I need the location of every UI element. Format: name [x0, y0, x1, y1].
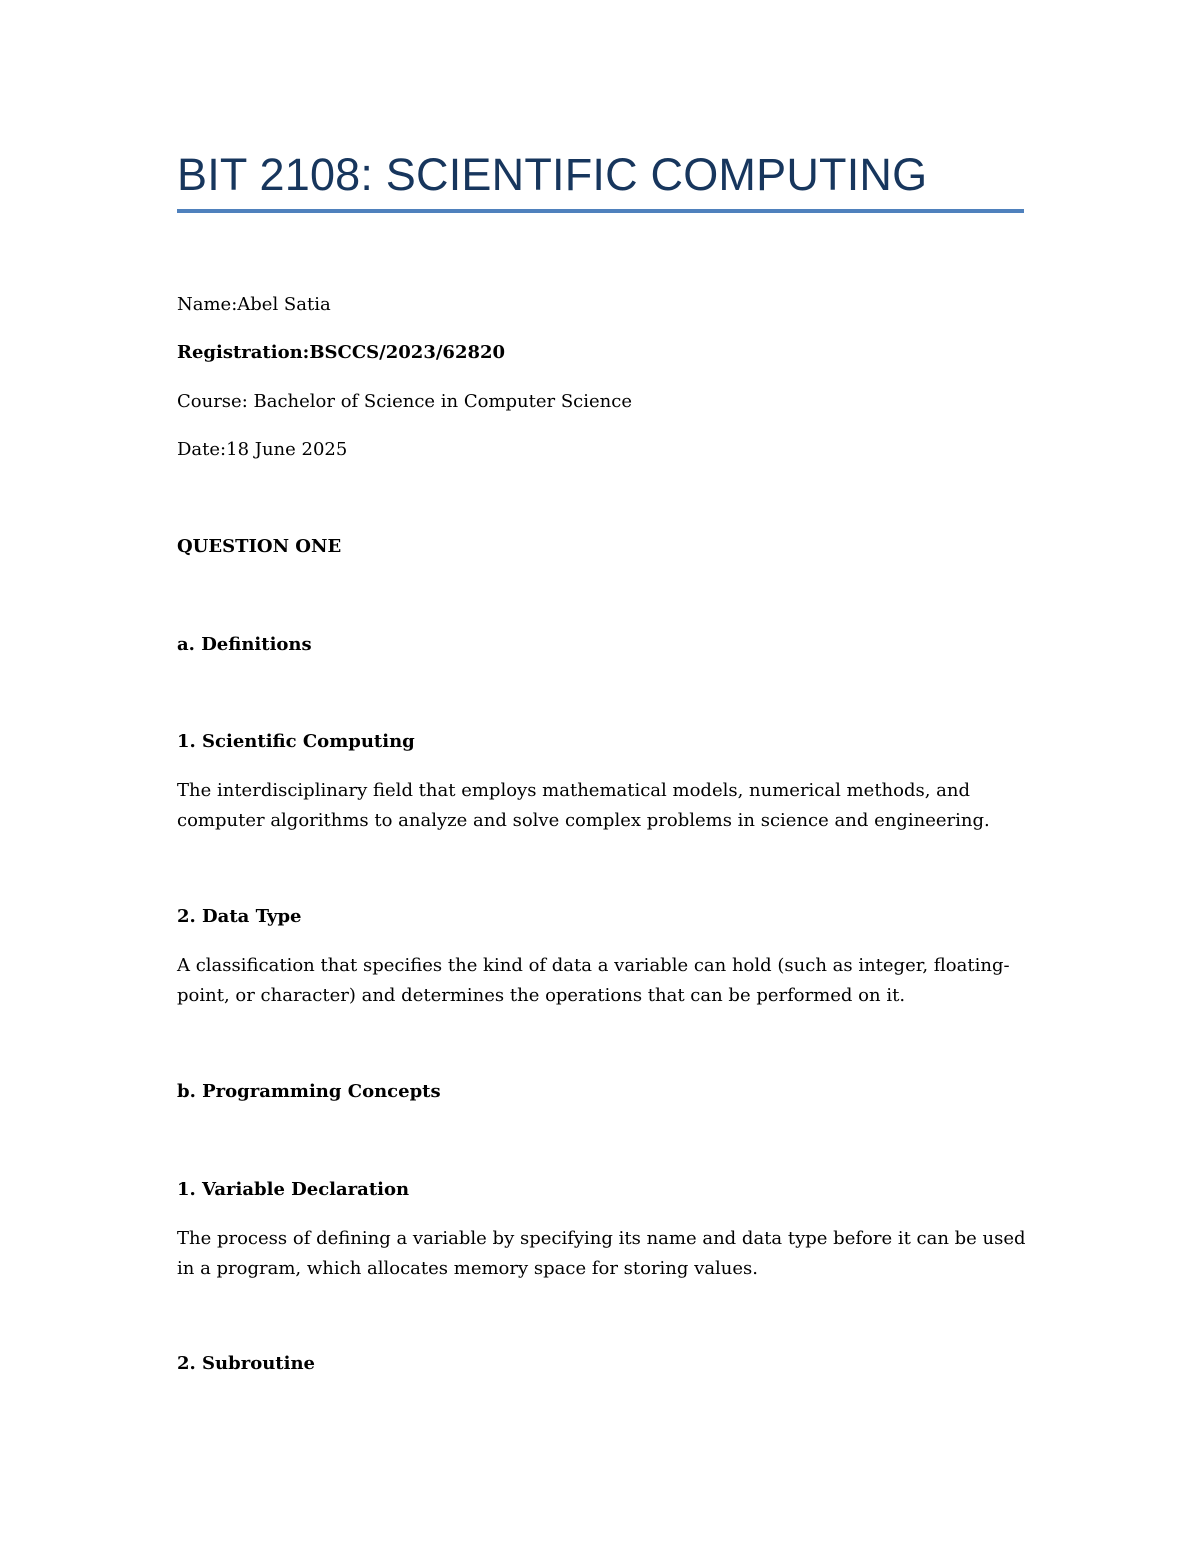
definition-2-body: A classification that specifies the kind of data a variable can hold (such as integer, floating-point, or character) and determines the operations that can be performed on it.: [177, 955, 1010, 1006]
course-name: Course: Bachelor of Science in Computer Science: [177, 391, 633, 412]
document-title: BIT 2108: SCIENTIFIC COMPUTING: [177, 149, 928, 200]
registration-number: Registration:BSCCS/2023/62820: [177, 342, 506, 363]
question-heading: QUESTION ONE: [177, 536, 342, 557]
concept-1-body: The process of defining a variable by specifying its name and data type before it can be used in a program, which allocates memory space for storing values.: [177, 1228, 1026, 1279]
student-name: Name:Abel Satia: [177, 294, 331, 315]
definition-1-heading: 1. Scientific Computing: [177, 731, 415, 752]
section-a-heading: a. Definitions: [177, 634, 312, 655]
section-b-heading: b. Programming Concepts: [177, 1081, 441, 1102]
title-underline: [177, 209, 1024, 213]
concept-1-heading: 1. Variable Declaration: [177, 1179, 410, 1200]
submission-date: Date:18 June 2025: [177, 439, 348, 460]
definition-1-body: The interdisciplinary field that employs mathematical models, numerical methods, and computer algorithms to analyze and solve complex problems in science and engineering.: [177, 780, 990, 831]
definition-2-heading: 2. Data Type: [177, 906, 302, 927]
concept-2-heading: 2. Subroutine: [177, 1353, 315, 1374]
